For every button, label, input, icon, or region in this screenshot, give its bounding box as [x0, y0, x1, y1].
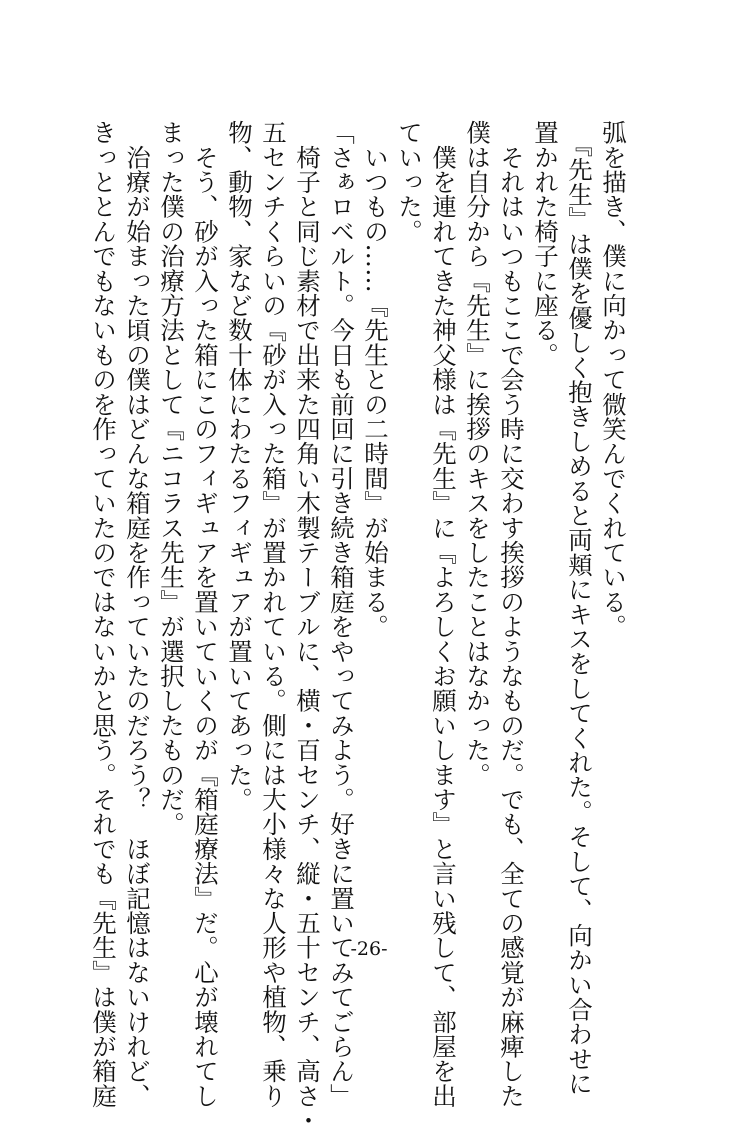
text-line: きっととんでもないものを作っていたのではないかと思う。それでも『先生』は僕が箱庭 [89, 120, 118, 1108]
text-line: 『先生』は僕を優しく抱きしめると両頬にキスをしてくれた。そして、向かい合わせに [565, 120, 594, 1096]
text-line: 置かれた椅子に座る。 [531, 120, 560, 367]
text-line: いつもの……『先生との二時間』が始まる。 [361, 120, 390, 639]
text-line: 「さぁロベルト。今日も前回に引き続き箱庭をやってみよう。好きに置いてみてごらん」 [327, 120, 356, 1108]
text-line: 僕を連れてきた神父様は『先生』に『よろしくお願いします』と言い残して、部屋を出 [429, 120, 458, 1108]
text-line: まった僕の治療方法として『ニコラス先生』が選択したものだ。 [157, 120, 186, 837]
text-line: それはいつもここで会う時に交わす挨拶のようなものだ。でも、全ての感覚が麻痺した [497, 120, 526, 1108]
page-number: -26- [350, 938, 388, 960]
text-line: ていった。 [395, 120, 424, 244]
text-line: 弧を描き、僕に向かって微笑んでくれている。 [599, 120, 628, 639]
text-line: 椅子と同じ素材で出来た四角い木製テーブルに、横・百センチ、縦・五十センチ、高さ・ [293, 120, 322, 1133]
text-line: そう、砂が入った箱にこのフィギュアを置いていくのが『箱庭療法』だ。心が壊れてし [191, 120, 220, 1108]
text-line: 僕は自分から『先生』に挨拶のキスをしたことはなかった。 [463, 120, 492, 787]
text-line: 物、動物、家など数十体にわたるフィギュアが置いてあった。 [225, 120, 254, 812]
text-line: 治療が始まった頃の僕はどんな箱庭を作っていたのだろう？ ほぼ記憶はないけれど、 [123, 120, 152, 1108]
text-line: 五センチくらいの『砂が入った箱』が置かれている。側には大小様々な人形や植物、乗り [259, 120, 288, 1108]
